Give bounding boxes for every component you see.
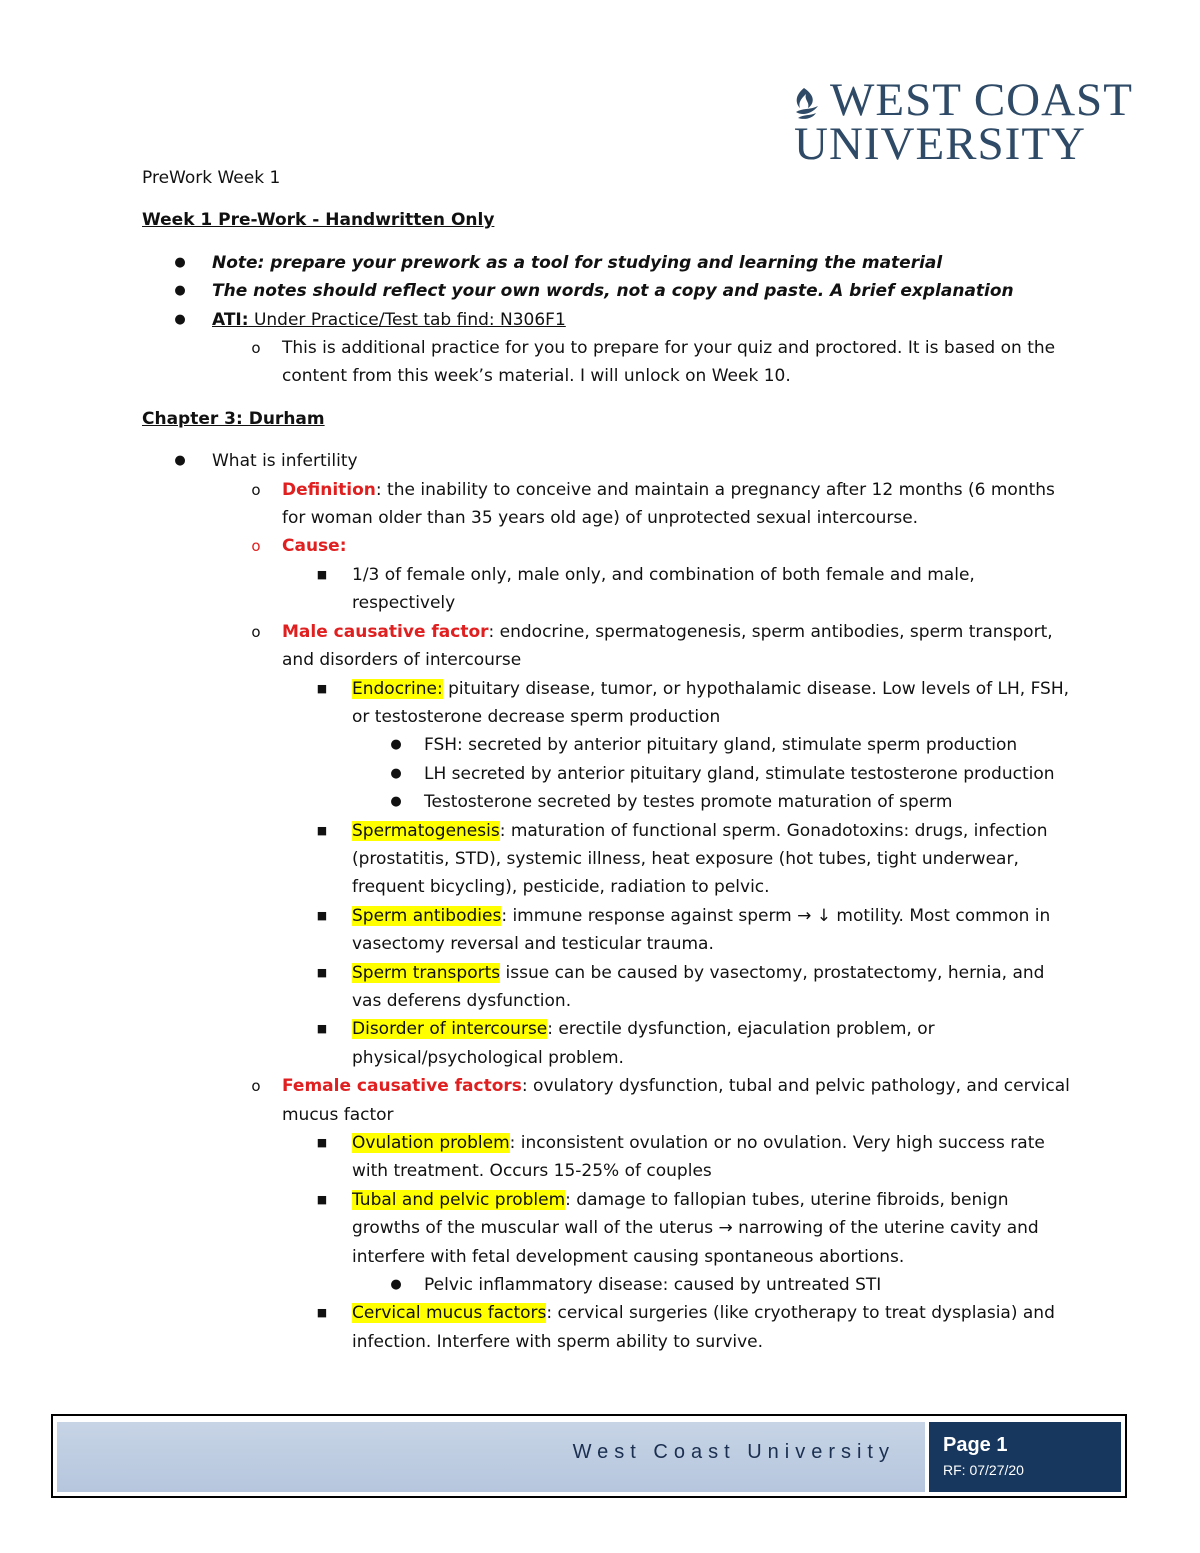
list-item: ● The notes should reflect your own words, not a copy and paste. A brief explanation <box>174 281 1014 302</box>
university-logo <box>790 74 1160 170</box>
list-item: ■ Spermatogenesis: maturation of functional sperm. Gonadotoxins: drugs, infection (prostatitis, STD), systemic illness, heat exposure (hot tubes, tight underwear, frequent bicycling), pesticide, radiation to pelvic. <box>316 820 1048 898</box>
logo-line-1: WEST COAST <box>830 74 1133 126</box>
list-item: ■ Sperm antibodies: immune response against sperm → ↓ motility. Most common in vasectomy reversal and testicular trauma. <box>316 905 1051 955</box>
list-item: ● ATI: Under Practice/Test tab find: N306F1 <box>174 309 566 330</box>
doc-heading: Week 1 Pre-Work - Handwritten Only <box>142 210 495 231</box>
footer-band <box>57 1422 925 1492</box>
page-footer <box>51 1414 1127 1498</box>
list-item: ■ Ovulation problem: inconsistent ovulation or no ovulation. Very high success rate with treatment. Occurs 15-25% of couples <box>316 1133 1045 1182</box>
list-item: ● What is infertility <box>174 451 358 472</box>
list-item: o Male causative factor: endocrine, spermatogenesis, sperm antibodies, sperm transport, and disorders of intercourse <box>251 621 1053 671</box>
list-item: o Cause: <box>251 536 347 557</box>
document-body <box>142 164 1072 1356</box>
list-item: o Female causative factors: ovulatory dysfunction, tubal and pelvic pathology, and cervical mucus factor <box>251 1076 1070 1125</box>
page-number: Page 1 <box>943 1434 1008 1456</box>
chapter-heading: Chapter 3: Durham <box>142 408 325 429</box>
revision-date: RF: 07/27/20 <box>943 1462 1024 1478</box>
list-item: ● Note: prepare your prework as a tool for studying and learning the material <box>174 252 943 273</box>
list-item: o Definition: the inability to conceive and maintain a pregnancy after 12 months (6 months for woman older than 35 years old age) of unprotected sexual intercourse. <box>251 479 1055 529</box>
list-item: ■ Tubal and pelvic problem: damage to fallopian tubes, uterine fibroids, benign growths of the muscular wall of the uterus → narrowing of the uterine cavity and interfere with fetal development causing spontaneous abortions. <box>316 1189 1039 1267</box>
footer-page-box <box>929 1422 1121 1492</box>
list-item: ■ Disorder of intercourse: erectile dysfunction, ejaculation problem, or physical/psychological problem. <box>316 1019 935 1068</box>
list-item: ● Testosterone secreted by testes promote maturation of sperm <box>390 792 953 813</box>
flame-icon <box>790 86 820 120</box>
list-item: ● Pelvic inflammatory disease: caused by untreated STI <box>390 1275 882 1296</box>
list-item: ■ Endocrine: pituitary disease, tumor, or hypothalamic disease. Low levels of LH, FSH, or testosterone decrease sperm production <box>316 678 1070 727</box>
list-item: ● FSH: secreted by anterior pituitary gland, stimulate sperm production <box>390 735 1018 756</box>
notes-list <box>142 249 1072 391</box>
list-item: ● LH secreted by anterior pituitary gland, stimulate testosterone production <box>390 763 1055 784</box>
list-item: ■ Cervical mucus factors: cervical surgeries (like cryotherapy to treat dysplasia) and infection. Interfere with sperm ability to survive. <box>316 1303 1055 1352</box>
list-item: ■ Sperm transports issue can be caused by vasectomy, prostatectomy, hernia, and vas deferens dysfunction. <box>316 962 1045 1011</box>
infertility-list <box>142 447 1072 1356</box>
list-item: o This is additional practice for you to prepare for your quiz and proctored. It is based on the content from this week’s material. I will unlock on Week 10. <box>251 338 1056 387</box>
footer-university: West Coast University <box>572 1441 895 1463</box>
logo-line-2: UNIVERSITY <box>794 118 1086 170</box>
doc-title: PreWork Week 1 <box>142 168 281 188</box>
list-item: ■ 1/3 of female only, male only, and combination of both female and male, respectively <box>316 564 975 614</box>
